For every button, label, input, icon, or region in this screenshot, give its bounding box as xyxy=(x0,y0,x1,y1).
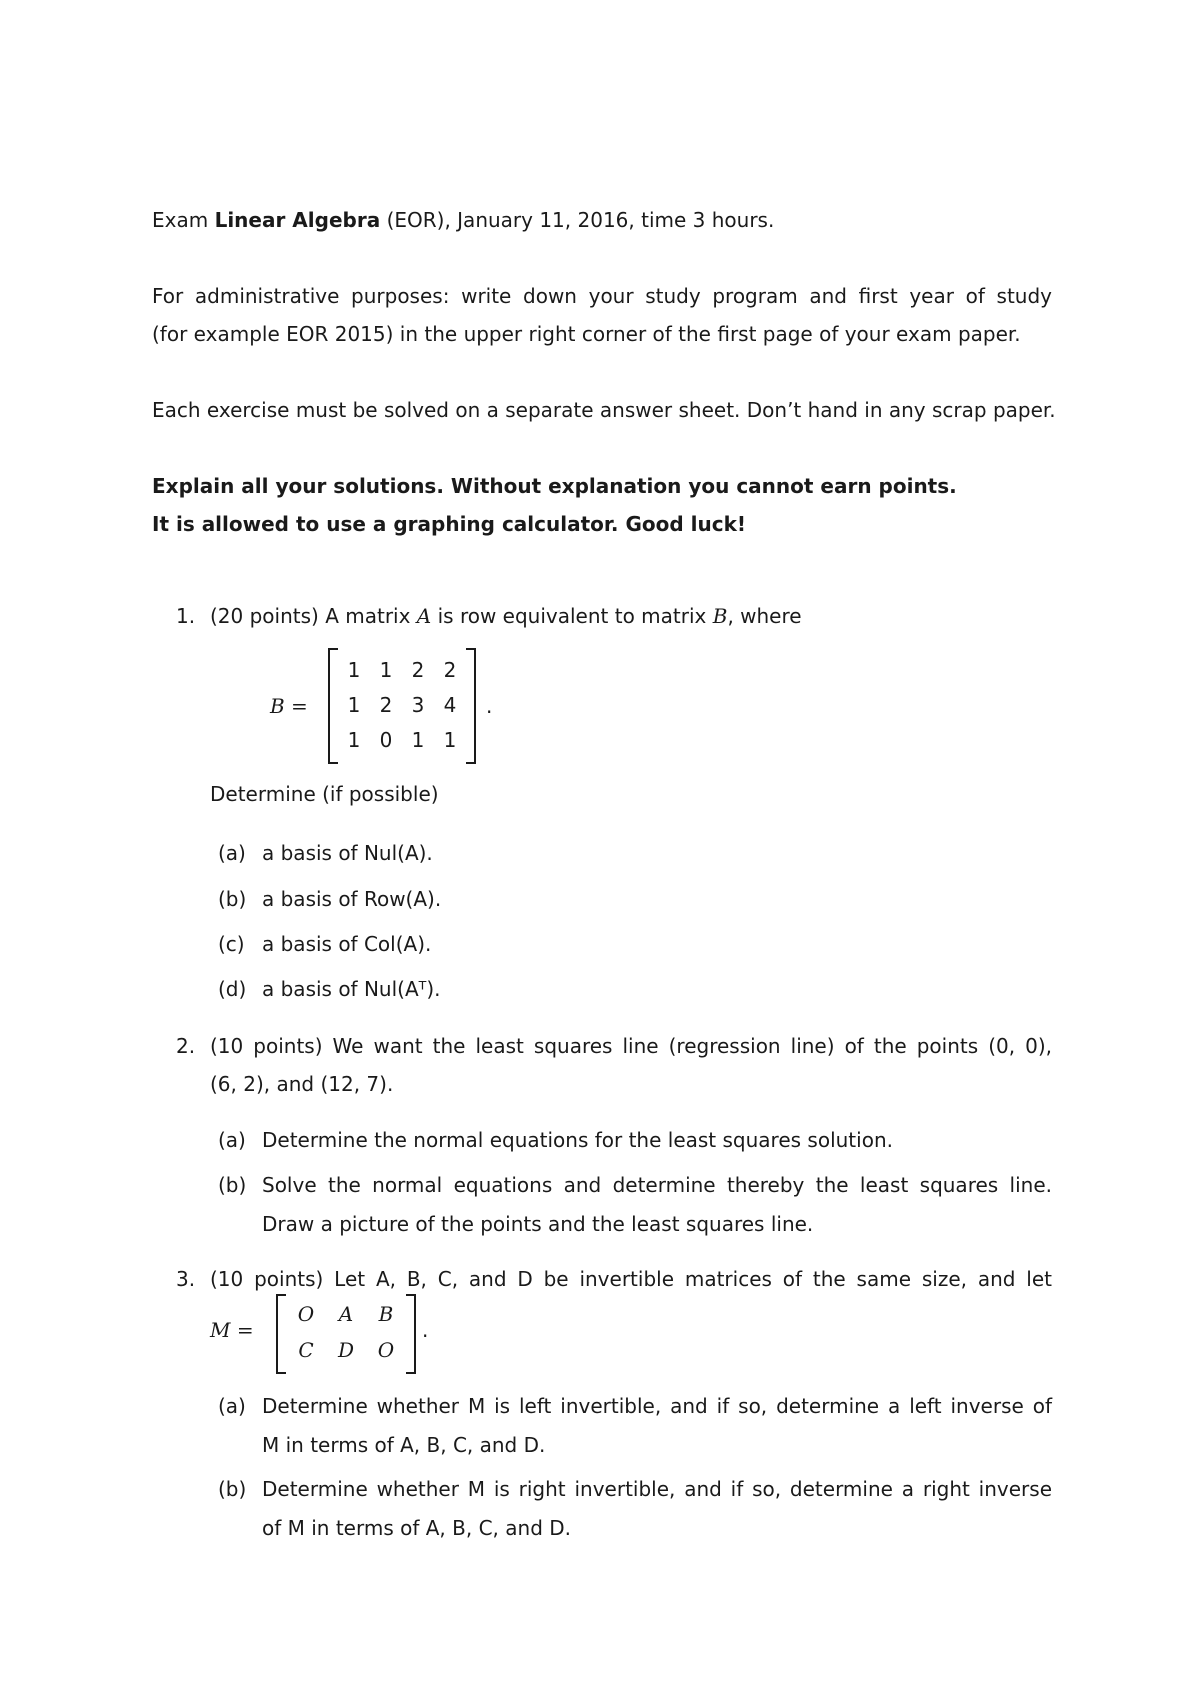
matrix-entry: B xyxy=(378,1302,394,1326)
q3-part-a-line-2: M in terms of A, B, C, and D. xyxy=(262,1433,546,1457)
matrix-entry: 0 xyxy=(379,727,393,752)
exam-header xyxy=(152,208,774,232)
exam-details: (EOR), January 11, 2016, time 3 hours. xyxy=(386,208,775,232)
q2-part-a-label: (a) xyxy=(218,1128,246,1152)
q2-part-a-text: Determine the normal equations for the least squares solution. xyxy=(262,1128,893,1152)
course-title: Linear Algebra xyxy=(214,208,381,232)
q1-intro-c: , where xyxy=(727,604,802,628)
matrix-entry: 1 xyxy=(411,727,425,752)
matrix-entry: O xyxy=(377,1338,395,1362)
q3-line-1: (10 points) Let A, B, C, and D be invertible matrices of the same size, and let xyxy=(210,1267,1052,1291)
matrix-entry: 1 xyxy=(347,727,361,752)
q1-part-d-label: (d) xyxy=(218,977,247,1001)
q3-matrix-label: M = xyxy=(210,1318,254,1342)
q3-number: 3. xyxy=(176,1267,196,1291)
q1-var-b: B xyxy=(712,604,728,628)
q3-matrix-left-bracket xyxy=(276,1294,286,1374)
q1-part-d-text: a basis of Nul(Aᵀ). xyxy=(262,977,441,1001)
q2-number: 2. xyxy=(176,1034,196,1058)
q3-part-b-line-1: Determine whether M is right invertible, and if so, determine a right inverse xyxy=(262,1477,1052,1501)
q1-number: 1. xyxy=(176,604,196,628)
q2-part-b-line-2: Draw a picture of the points and the least squares line. xyxy=(262,1212,814,1236)
q1-part-a-label: (a) xyxy=(218,841,246,865)
sheet-note: Each exercise must be solved on a separate answer sheet. Don’t hand in any scrap paper. xyxy=(152,398,1056,422)
q1-matrix-period: . xyxy=(486,694,493,718)
q1-part-a-text: a basis of Nul(A). xyxy=(262,841,433,865)
matrix-entry: A xyxy=(338,1302,354,1326)
q2-line-1: (10 points) We want the least squares line (regression line) of the points (0, 0), xyxy=(210,1034,1052,1058)
admin-line-1: For administrative purposes: write down your study program and first year of study xyxy=(152,284,1052,308)
q3-matrix-right-bracket xyxy=(406,1294,416,1374)
q1-part-b-label: (b) xyxy=(218,887,247,911)
q1-intro-a: (20 points) A matrix xyxy=(210,604,411,628)
matrix-entry: 1 xyxy=(443,727,457,752)
q1-intro-b: is row equivalent to matrix xyxy=(437,604,707,628)
matrix-entry: 1 xyxy=(347,692,361,717)
exam-prefix: Exam xyxy=(152,208,209,232)
q1-intro xyxy=(210,604,802,628)
matrix-entry: O xyxy=(297,1302,315,1326)
instructions-line-1: Explain all your solutions. Without explanation you cannot earn points. xyxy=(152,474,957,498)
matrix-entry: 2 xyxy=(411,657,425,682)
q2-part-b-line-1: Solve the normal equations and determine thereby the least squares line. xyxy=(262,1173,1052,1197)
matrix-entry: 2 xyxy=(443,657,457,682)
matrix-entry: 3 xyxy=(411,692,425,717)
q3-part-a-line-1: Determine whether M is left invertible, and if so, determine a left inverse of xyxy=(262,1394,1052,1418)
matrix-entry: D xyxy=(337,1338,355,1362)
q3-part-b-line-2: of M in terms of A, B, C, and D. xyxy=(262,1516,572,1540)
matrix-entry: 1 xyxy=(347,657,361,682)
q1-matrix-left-bracket xyxy=(328,648,338,764)
q2-part-b-label: (b) xyxy=(218,1173,247,1197)
matrix-entry: 2 xyxy=(379,692,393,717)
q3-matrix-period: . xyxy=(422,1318,429,1342)
matrix-entry: 1 xyxy=(379,657,393,682)
matrix-entry: 4 xyxy=(443,692,457,717)
q1-matrix xyxy=(338,652,466,758)
q1-determine: Determine (if possible) xyxy=(210,782,439,806)
instructions-line-2: It is allowed to use a graphing calculator. Good luck! xyxy=(152,512,747,536)
q1-part-c-label: (c) xyxy=(218,932,245,956)
q1-matrix-right-bracket xyxy=(466,648,476,764)
admin-line-2: (for example EOR 2015) in the upper right corner of the first page of your exam paper. xyxy=(152,322,1021,346)
q3-part-b-label: (b) xyxy=(218,1477,247,1501)
q3-part-a-label: (a) xyxy=(218,1394,246,1418)
q1-part-b-text: a basis of Row(A). xyxy=(262,887,442,911)
q1-var-a: A xyxy=(416,604,432,628)
q1-matrix-label: B = xyxy=(270,694,308,718)
q2-line-2: (6, 2), and (12, 7). xyxy=(210,1072,394,1096)
matrix-entry: C xyxy=(298,1338,314,1362)
q1-part-c-text: a basis of Col(A). xyxy=(262,932,432,956)
q3-matrix xyxy=(286,1296,406,1368)
